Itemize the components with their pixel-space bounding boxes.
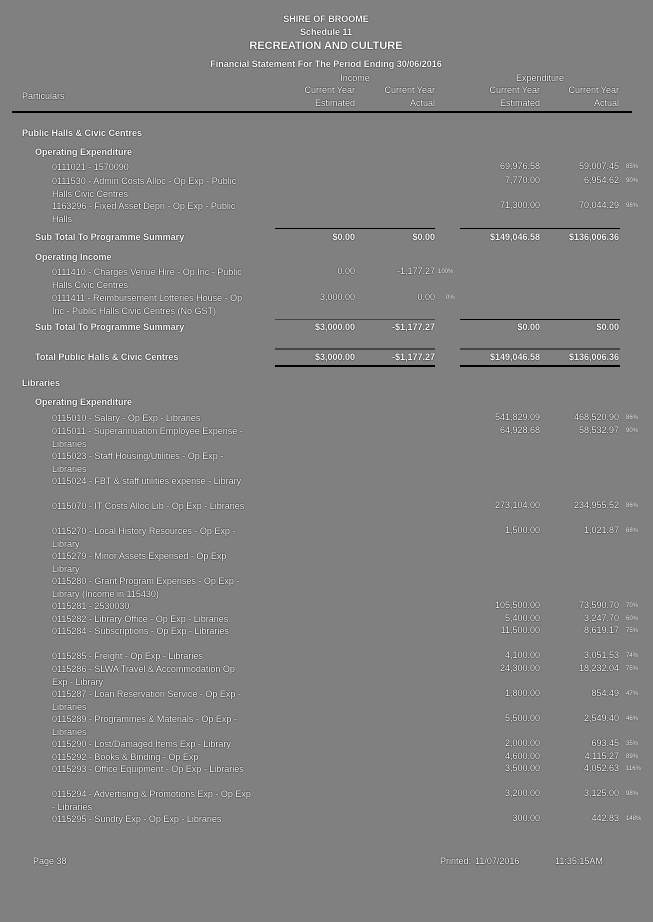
page-number: Page 38 <box>33 856 67 866</box>
row-pct: 60% <box>626 616 639 622</box>
subsection-op-exp: Operating Expenditure <box>35 147 133 157</box>
row-exp-act: 4,052.63 <box>583 763 619 773</box>
exp-est-header-1: Current Year <box>489 85 540 95</box>
row-exp-est: 3,500.00 <box>504 763 540 773</box>
total-label: Total Public Halls & Civic Centres <box>35 352 179 362</box>
row-desc: 0115292 - Books & Binding - Op Exp <box>52 752 199 762</box>
org-name: SHIRE OF BROOME <box>283 14 369 24</box>
income-est-header-1: Current Year <box>304 85 355 95</box>
exp-act-header-1: Current Year <box>568 85 619 95</box>
row-pct: 89% <box>626 754 639 760</box>
row-exp-act: 693.45 <box>591 738 619 748</box>
row-desc: 0115070 - IT Costs Alloc Lib - Op Exp - Libraries <box>52 501 245 511</box>
row-exp-act: 3,125.00 <box>583 788 619 798</box>
row-pct: 86% <box>626 503 639 509</box>
row-desc: 0115290 - Lost/Damaged Items Exp - Library <box>52 739 231 749</box>
row-inc-act: 0.00 <box>417 292 435 302</box>
total-exp-act: $136,006.36 <box>568 352 619 362</box>
row-exp-est: 7,770.00 <box>504 175 540 185</box>
subtotal-exp-est: $149,046.58 <box>489 232 540 242</box>
subtotal-inc-act: $0.00 <box>412 232 435 242</box>
row-desc: 0115285 - Freight - Op Exp - Libraries <box>52 651 203 661</box>
row-pct: 85% <box>626 164 639 170</box>
row-exp-act: 468,520.90 <box>573 412 619 422</box>
total-rule-top <box>275 348 435 350</box>
subtotal-rule <box>275 228 435 229</box>
row-exp-act: 854.49 <box>591 688 619 698</box>
row-pct: 68% <box>626 528 639 534</box>
exp-act-header-2: Actual <box>593 98 619 108</box>
row-desc: 0111411 - Reimbursement Lotteries House - Op Inc - Public Halls Civic Centres (No GST) <box>52 293 243 316</box>
total-inc-est: $3,000.00 <box>314 352 355 362</box>
row-pct: 98% <box>626 791 639 797</box>
row-exp-est: 1,500.00 <box>504 525 540 535</box>
row-exp-act: 59,007.45 <box>578 161 619 171</box>
income-act-header-1: Current Year <box>384 85 435 95</box>
row-inc-est: 3,000.00 <box>319 292 355 302</box>
subtotal-label: Sub Total To Programme Summary <box>35 322 185 332</box>
row-exp-est: 5,400.00 <box>504 613 540 623</box>
row-desc: 0115295 - Sundry Exp - Op Exp - Libraries <box>52 814 222 824</box>
printed-label: Printed: <box>440 856 472 866</box>
row-exp-est: 64,928.68 <box>499 425 540 435</box>
row-pct: 116% <box>626 766 641 772</box>
subtotal-rule <box>460 319 620 320</box>
row-desc: 0115010 - Salary - Op Exp - Libraries <box>52 413 201 423</box>
row-pct: 46% <box>626 716 639 722</box>
row-pct: 70% <box>626 603 639 609</box>
row-exp-act: 18,232.04 <box>578 663 619 673</box>
row-exp-act: 6,954.62 <box>583 175 619 185</box>
row-pct: 47% <box>626 691 639 697</box>
printed-date: 11/07/2016 <box>475 856 520 866</box>
row-exp-est: 541,829.09 <box>494 412 540 422</box>
row-exp-est: 4,100.00 <box>504 650 540 660</box>
row-desc: 1163296 - Fixed Asset Depn - Op Exp - Public Halls <box>52 201 236 224</box>
subsection-op-inc: Operating Income <box>35 252 112 262</box>
subtotal-exp-act: $0.00 <box>596 322 619 332</box>
row-desc: 0115023 - Staff Housing/Utilities - Op Exp - Libraries <box>52 451 224 474</box>
row-exp-est: 1,800.00 <box>504 688 540 698</box>
subtotal-label: Sub Total To Programme Summary <box>35 232 185 242</box>
row-pct: 98% <box>626 203 639 209</box>
row-exp-act: 3,051.53 <box>583 650 619 660</box>
row-exp-est: 105,500.00 <box>494 600 540 610</box>
subtotal-exp-est: $0.00 <box>517 322 540 332</box>
schedule-label: Schedule 11 <box>299 27 353 37</box>
subtotal-inc-act: -$1,177.27 <box>391 322 435 332</box>
total-inc-act: -$1,177.27 <box>391 352 435 362</box>
row-exp-act: 1,021.87 <box>583 525 619 535</box>
row-desc: 0111530 - Admin Costs Alloc - Op Exp - Public Halls Civic Centres <box>52 176 237 199</box>
row-desc: 0115284 - Subscriptions - Op Exp - Libraries <box>52 626 229 636</box>
report-subtitle: Financial Statement For The Period Ending 30/06/2016 <box>210 59 442 69</box>
income-act-header-2: Actual <box>409 98 435 108</box>
row-desc: 0115024 - FBT & staff utilities expense - Library <box>52 476 242 486</box>
report-title: RECREATION AND CULTURE <box>249 40 403 52</box>
row-exp-est: 11,500.00 <box>500 625 540 635</box>
row-pct: 148% <box>626 816 642 822</box>
row-exp-est: 300.00 <box>512 813 540 823</box>
row-exp-act: 4,115.27 <box>584 751 619 761</box>
row-exp-est: 3,200.00 <box>504 788 540 798</box>
total-rule-top <box>460 348 620 350</box>
row-pct: 100% <box>438 269 454 275</box>
subtotal-rule <box>460 228 620 229</box>
total-rule-bottom <box>460 365 620 367</box>
printed-time: 11:35:15AM <box>555 856 603 866</box>
row-desc: 0111410 - Charges Venue Hire - Op Inc - Public Halls Civic Centres <box>52 267 242 290</box>
row-exp-est: 24,300.00 <box>499 663 540 673</box>
row-exp-est: 5,500.00 <box>504 713 540 723</box>
subtotal-inc-est: $0.00 <box>332 232 355 242</box>
section-title-libraries: Libraries <box>22 378 61 388</box>
row-desc: 0115011 - Superannuation Employee Expense - Libraries <box>52 426 243 449</box>
row-exp-act: 2,549.40 <box>583 713 619 723</box>
row-exp-act: 58,532.97 <box>578 425 619 435</box>
row-pct: 75% <box>626 666 639 672</box>
row-exp-est: 2,000.00 <box>504 738 540 748</box>
row-desc: 0115280 - Grant Program Expenses - Op Exp - Library (Income in 115430) <box>52 576 240 599</box>
exp-est-header-2: Estimated <box>499 98 540 108</box>
row-exp-act: 8,619.17 <box>583 625 619 635</box>
row-exp-est: 4,600.00 <box>504 751 540 761</box>
subsection-op-exp: Operating Expenditure <box>35 397 133 407</box>
header-rule <box>12 111 632 113</box>
row-desc: 0115293 - Office Equipment - Op Exp - Libraries <box>52 764 244 774</box>
expenditure-header: Expenditure <box>515 73 565 83</box>
row-exp-est: 273,104.00 <box>494 500 540 510</box>
row-desc: 0115282 - Library Office - Op Exp - Libraries <box>52 614 229 624</box>
row-exp-act: 70,044.29 <box>578 200 619 210</box>
row-pct: 75% <box>626 628 639 634</box>
total-exp-est: $149,046.58 <box>489 352 540 362</box>
row-exp-est: 69,976.58 <box>499 161 540 171</box>
row-exp-act: 234,955.52 <box>573 500 619 510</box>
row-desc: 0115287 - Loan Reservation Service - Op Exp - Libraries <box>52 689 241 712</box>
row-inc-act: -1,177.27 <box>396 266 435 276</box>
row-exp-est: 71,300.00 <box>499 200 540 210</box>
row-pct: 86% <box>626 415 639 421</box>
row-desc: 0115279 - Minor Assets Expensed - Op Exp Library <box>52 551 227 574</box>
row-exp-act: 73,590.70 <box>578 600 619 610</box>
row-pct: 0% <box>446 295 455 301</box>
total-rule-bottom <box>275 365 435 367</box>
row-desc: 0111021 - 1570090 <box>52 162 129 172</box>
row-pct: 74% <box>626 653 639 659</box>
row-desc: 0115286 - SLWA Travel & Accommodation Op Exp - Library <box>52 664 235 687</box>
row-desc: 0115270 - Local History Resources - Op Exp - Library <box>52 526 236 549</box>
subtotal-rule <box>275 319 435 320</box>
row-exp-act: 3,247.70 <box>583 613 619 623</box>
row-desc: 0115289 - Programmes & Materials - Op Exp - Libraries <box>52 714 237 737</box>
subtotal-exp-act: $136,006.36 <box>568 232 619 242</box>
income-est-header-2: Estimated <box>314 98 355 108</box>
section-title-public-halls: Public Halls & Civic Centres <box>22 128 143 138</box>
row-pct: 35% <box>626 741 639 747</box>
row-pct: 90% <box>626 428 639 434</box>
row-desc: 0115281 - 2530030 <box>52 601 130 611</box>
row-inc-est: 0.00 <box>337 266 355 276</box>
row-desc: 0115294 - Advertising & Promotions Exp - Op Exp - Libraries <box>52 789 251 812</box>
row-exp-act: 442.83 <box>591 813 619 823</box>
subtotal-inc-est: $3,000.00 <box>314 322 355 332</box>
income-header: Income <box>340 73 370 83</box>
particulars-header: Particulars <box>22 91 65 101</box>
row-pct: 90% <box>626 178 639 184</box>
